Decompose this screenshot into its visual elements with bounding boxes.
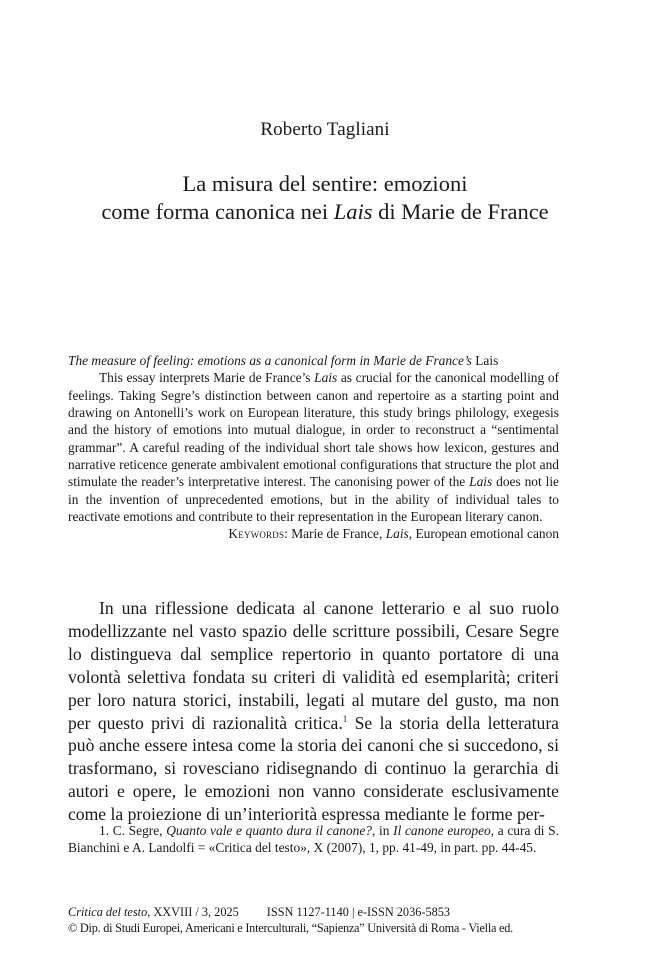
issn: ISSN 1127-1140 | e-ISSN 2036-5853 bbox=[266, 905, 451, 919]
title-line-1: La misura del sentire: emozioni bbox=[182, 171, 468, 196]
footer-citation bbox=[68, 904, 568, 920]
footnote-reference: 1 bbox=[342, 713, 348, 724]
journal-name: Critica del testo bbox=[68, 905, 148, 919]
copyright: © Dip. di Studi Europei, Americani e Interculturali, “Sapienza” Università di Roma - Viella ed. bbox=[68, 921, 513, 935]
title-line-2: come forma canonica nei Lais di Marie de France bbox=[101, 199, 549, 224]
keywords: Keywords: Marie de France, Lais, European emotional canon bbox=[228, 526, 559, 542]
journal-issue: , XXVIII / 3, 2025 bbox=[147, 905, 239, 919]
article-title bbox=[0, 170, 650, 226]
abstract-heading: The measure of feeling: emotions as a canonical form in Marie de France’s Lais bbox=[68, 353, 499, 368]
abstract-body: This essay interprets Marie de France’s Lais as crucial for the canonical modelling of feelings. Taking Segre’s distinction between canon and repertoire as a starting point and drawing on Antonelli’s work on European literature, this study brings philology, exegesis and the history of emotions into mutual dialogue, in order to reconstruct a “sentimental grammar”. A careful reading of the individual short tale shows how lexicon, gestures and narrative reticence generate ambivalent emotional configurations that structure the plot and stimulate the reader’s interpretative interest. The canonising power of the Lais does not lie in the invention of unprecedented emotions, but in the ability of individual tales to reactivate emotions and contribute to their representation in the European literary canon. bbox=[68, 370, 559, 525]
page-footer bbox=[68, 904, 568, 936]
title-italic-word: Lais bbox=[333, 199, 373, 224]
author-name: Roberto Tagliani bbox=[260, 119, 390, 140]
keywords-label: Keywords bbox=[228, 526, 285, 542]
footnote: 1. C. Segre, Quanto vale e quanto dura il canone?, in Il canone europeo, a cura di S. Bianchini e A. Landolfi = «Critica del testo», X (2007), 1, pp. 41-49, in part. pp. 44-45. bbox=[68, 823, 559, 856]
abstract bbox=[68, 352, 559, 543]
main-paragraph: In una riflessione dedicata al canone letterario e al suo ruolo modellizzante nel vasto spazio delle scritture possibili, Cesare Segre lo distingueva dal semplice repertorio in quanto portatore di una volontà selettiva fondata su criteri di validità ed esemplarità; criteri per loro natura storici, instabili, legati al mutare del gusto, ma non per questo privi di razionalità critica.$^1$ Se la storia della letteratura può anche essere intesa come la storia dei canoni che si succedono, si trasformano, si rovesciano ridisegnando di continuo la gerarchia di autori e opere, le emozioni non vanno considerate esclusivamente come la proiezione di un’interiorità espressa mediante le forme per- bbox=[68, 598, 559, 825]
